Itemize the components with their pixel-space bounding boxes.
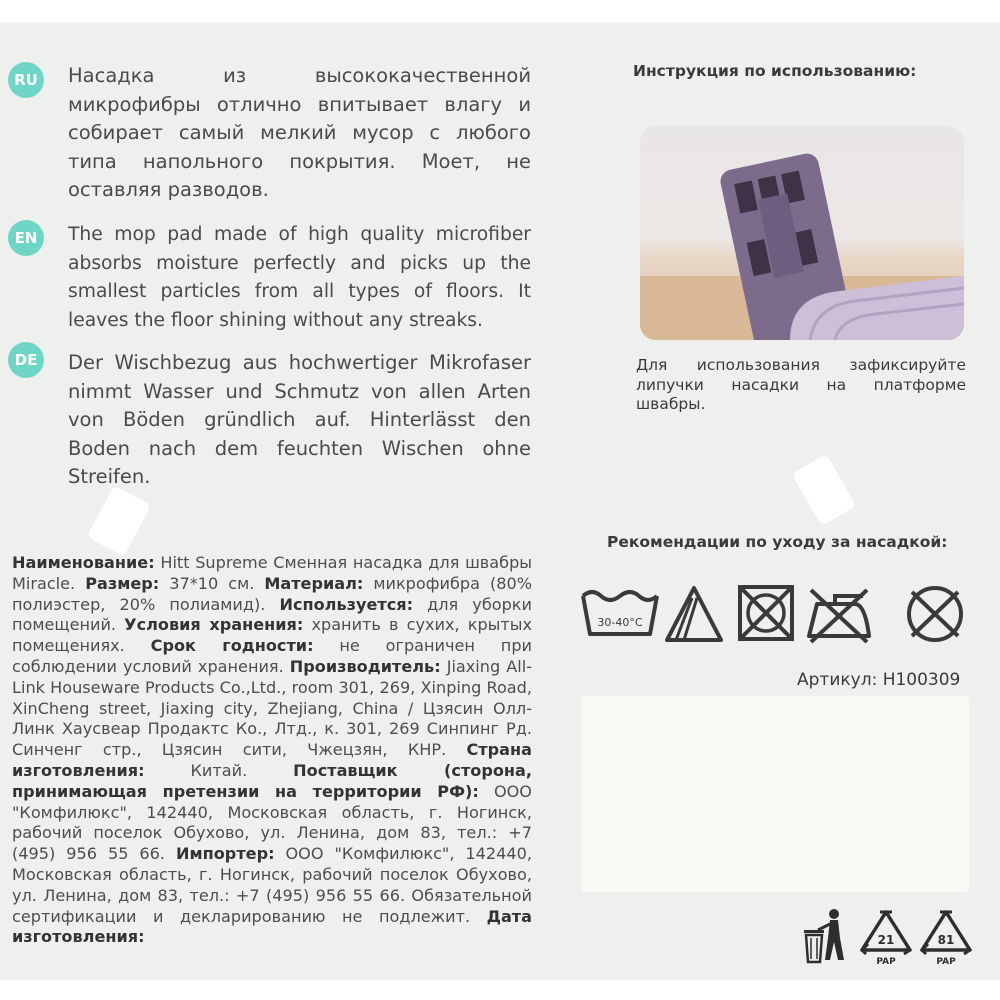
spec-label: Импортер: bbox=[176, 844, 275, 864]
spec-label: Производитель: bbox=[289, 656, 441, 676]
wash-temp-label: 30-40°C bbox=[597, 616, 643, 629]
spec-value: Hitt Supreme Сменная насадка для швабры Miracle. bbox=[12, 553, 532, 593]
recycle-paper-icon bbox=[918, 908, 974, 968]
recycle-paper-icon bbox=[858, 908, 914, 968]
spec-value: ООО "Комфилюкс", 142440, Московская область, г. Ногинск, рабочий поселок Обухово, ул. Ленина, дом 83, тел.: +7 (495) 956 55 66. Обязательной сертификации и декларированию не подлежит. bbox=[12, 844, 532, 926]
punched-hole bbox=[792, 454, 857, 526]
recycle-code: PAP bbox=[936, 957, 956, 967]
product-specs bbox=[12, 553, 532, 948]
label-blank-area bbox=[581, 696, 969, 892]
recycle-number: 81 bbox=[937, 933, 955, 947]
lang-badge-en: EN bbox=[8, 220, 44, 256]
spec-value: Китай. bbox=[190, 760, 248, 780]
spec-label: Наименование: bbox=[12, 553, 155, 572]
no-iron-icon bbox=[805, 584, 875, 646]
lang-badge-de: DE bbox=[8, 342, 44, 378]
spec-label: Поставщик (сторона, принимающая претензии на территории РФ): bbox=[12, 760, 532, 801]
packaging-label bbox=[0, 22, 1000, 980]
description-de: Der Wischbezug aus hochwertiger Mikrofaser nimmt Wasser und Schmutz von allen Arten von Böden gründlich auf. Hinterlässt den Boden nach dem feuchten Wischen ohne Streifen. bbox=[68, 351, 531, 488]
instructions-heading: Инструкция по использованию: bbox=[633, 62, 917, 80]
bleach-allowed-icon bbox=[664, 584, 724, 646]
trash-bin-icon bbox=[800, 908, 850, 966]
spec-label: Материал: bbox=[264, 573, 364, 593]
no-tumble-dry-icon bbox=[737, 584, 795, 644]
spec-label: Условия хранения: bbox=[124, 615, 304, 635]
spec-label: Срок годности: bbox=[150, 636, 314, 656]
punched-hole bbox=[87, 486, 151, 557]
spec-value: для уборки помещений. bbox=[12, 594, 532, 635]
article-number: Артикул: H100309 bbox=[797, 670, 961, 690]
care-heading: Рекомендации по уходу за насадкой: bbox=[607, 533, 948, 551]
spec-label: Используется: bbox=[279, 594, 414, 614]
spec-value: не ограничен при соблюдении условий хранения. bbox=[12, 636, 532, 676]
recycle-code: PAP bbox=[876, 957, 896, 967]
lang-badge-ru: RU bbox=[8, 62, 44, 98]
spec-value: Jiaxing All-Link Houseware Products Co.,Ltd., room 301, 269, Xinping Road, XinCheng street, Jiaxing city, Zhejiang, China / Цзясин Олл-Линк Хаусвеар Продактс Ко., Лтд., к. 301, 269 Синпинг Рд. Синченг стр., Цзясин сити, Чжецзян, КНР. bbox=[12, 656, 533, 760]
instruction-photo bbox=[640, 126, 964, 340]
description-ru: Насадка из высококачественной микрофибры отлично впитывает влагу и собирает самый мелкий мусор с любого типа напольного покрытия. Моет, не оставляя разводов. bbox=[68, 64, 531, 201]
spec-label: Размер: bbox=[85, 573, 160, 593]
description-en: The mop pad made of high quality microfiber absorbs moisture perfectly and picks up the smallest particles from all types of floors. It leaves the floor shining without any streaks. bbox=[68, 224, 531, 331]
spec-value: хранить в сухих, крытых помещениях. bbox=[12, 615, 532, 656]
spec-label: Дата изготовления: bbox=[12, 906, 532, 947]
mop-pad-illustration bbox=[640, 126, 964, 340]
no-dry-clean-icon bbox=[902, 584, 968, 646]
spec-value: 37*10 см. bbox=[169, 573, 255, 593]
spec-value: микрофибра (80% полиэстер, 20% полиамид). bbox=[12, 573, 532, 614]
wash-30-40-icon bbox=[580, 584, 660, 646]
instructions-text: Для использования зафиксируйте липучки насадки на платформе швабры. bbox=[636, 356, 966, 413]
spec-label: Страна изготовления: bbox=[12, 740, 532, 780]
recycle-number: 21 bbox=[877, 933, 895, 947]
spec-value: ООО "Комфилюкс", 142440, Московская область, г. Ногинск, рабочий поселок Обухово, ул. Ленина, дом 83, тел.: +7 (495) 956 55 66. bbox=[12, 781, 532, 864]
